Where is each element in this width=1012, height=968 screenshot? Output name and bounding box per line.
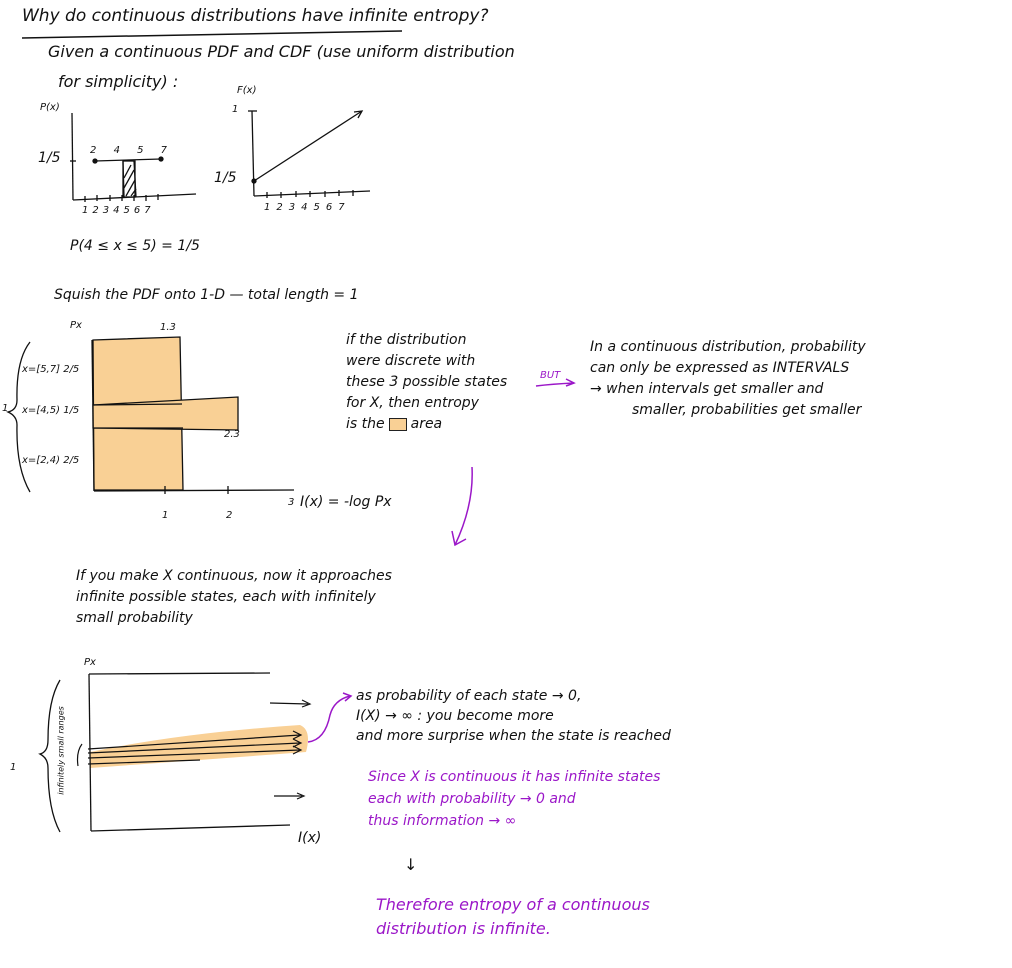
cdf-xticks: 1234567 [264, 202, 351, 213]
infinite-chart [40, 673, 310, 832]
conclusion-arrow: ↓ [404, 855, 418, 874]
squish-xlabel: I(x) = -log Px [300, 494, 392, 510]
area-swatch [389, 418, 407, 431]
cdf-ylabel: F(x) [237, 85, 257, 96]
cdf-plot-axes [248, 111, 370, 198]
intro-line-1: Given a continuous PDF and CDF (use uniform distribution [48, 42, 515, 61]
infinite-ylabel: Px [84, 657, 96, 668]
since-note: Since X is continuous it has infinite states each with probability → 0 and thus information → ∞ [368, 769, 661, 829]
infinite-xlabel: I(x) [298, 830, 322, 846]
intro-line-2: for simplicity) : [58, 72, 179, 91]
pdf-ytick: 1/5 [38, 150, 61, 166]
row-label-top: x=[5,7] 2/5 [22, 364, 80, 375]
infinite-brace-label: 1 [10, 762, 17, 773]
pdf-ylabel: P(x) [40, 102, 60, 113]
continuous-note: If you make X continuous, now it approaches infinite possible states, each with infinitely small probability [76, 568, 392, 626]
curve-arrow-purple [308, 693, 351, 742]
infinite-brace-text: infinitely small ranges [56, 706, 66, 795]
limit-note: as probability of each state → 0, I(X) → ∞ : you become more and more surprise when the state is reached [356, 688, 671, 744]
probability-equation: P(4 ≤ x ≤ 5) = 1/5 [70, 238, 200, 254]
interval-note: In a continuous distribution, probability can only be expressed as INTERVALS → when intervals get smaller and smaller, probabilities get smaller [590, 339, 866, 418]
title-underline [22, 31, 402, 38]
bar-value-middle: 2.3 [224, 429, 240, 440]
row-label-middle: x=[4,5) 1/5 [22, 405, 80, 416]
cdf-ytick: 1/5 [214, 170, 237, 186]
conclusion-note: Therefore entropy of a continuous distribution is infinite. [376, 895, 650, 938]
row-label-bottom: x=[2,4) 2/5 [22, 455, 80, 466]
pdf-xticks: 1234567 [82, 205, 155, 216]
but-label: BUT [540, 370, 561, 381]
bar-value-top: 1.3 [160, 322, 176, 333]
pdf-plot-axes [70, 113, 196, 202]
squish-ylabel: Px [70, 320, 82, 331]
squish-xtick-1: 1 [162, 510, 169, 521]
page-title: Why do continuous distributions have infinite entropy? [22, 6, 489, 26]
squish-brace-label: 1 [2, 403, 9, 414]
pdf-point-labels: 2 4 5 7 [90, 145, 168, 156]
squish-xtick-3: 3 [288, 497, 295, 508]
discrete-note: if the distribution were discrete with these 3 possible states for X, then entropy is the area [346, 332, 508, 432]
down-arrow-purple [452, 467, 472, 545]
squish-xtick-2: 2 [226, 510, 233, 521]
squish-heading: Squish the PDF onto 1-D — total length = 1 [54, 287, 359, 303]
cdf-ytop: 1 [232, 104, 239, 115]
